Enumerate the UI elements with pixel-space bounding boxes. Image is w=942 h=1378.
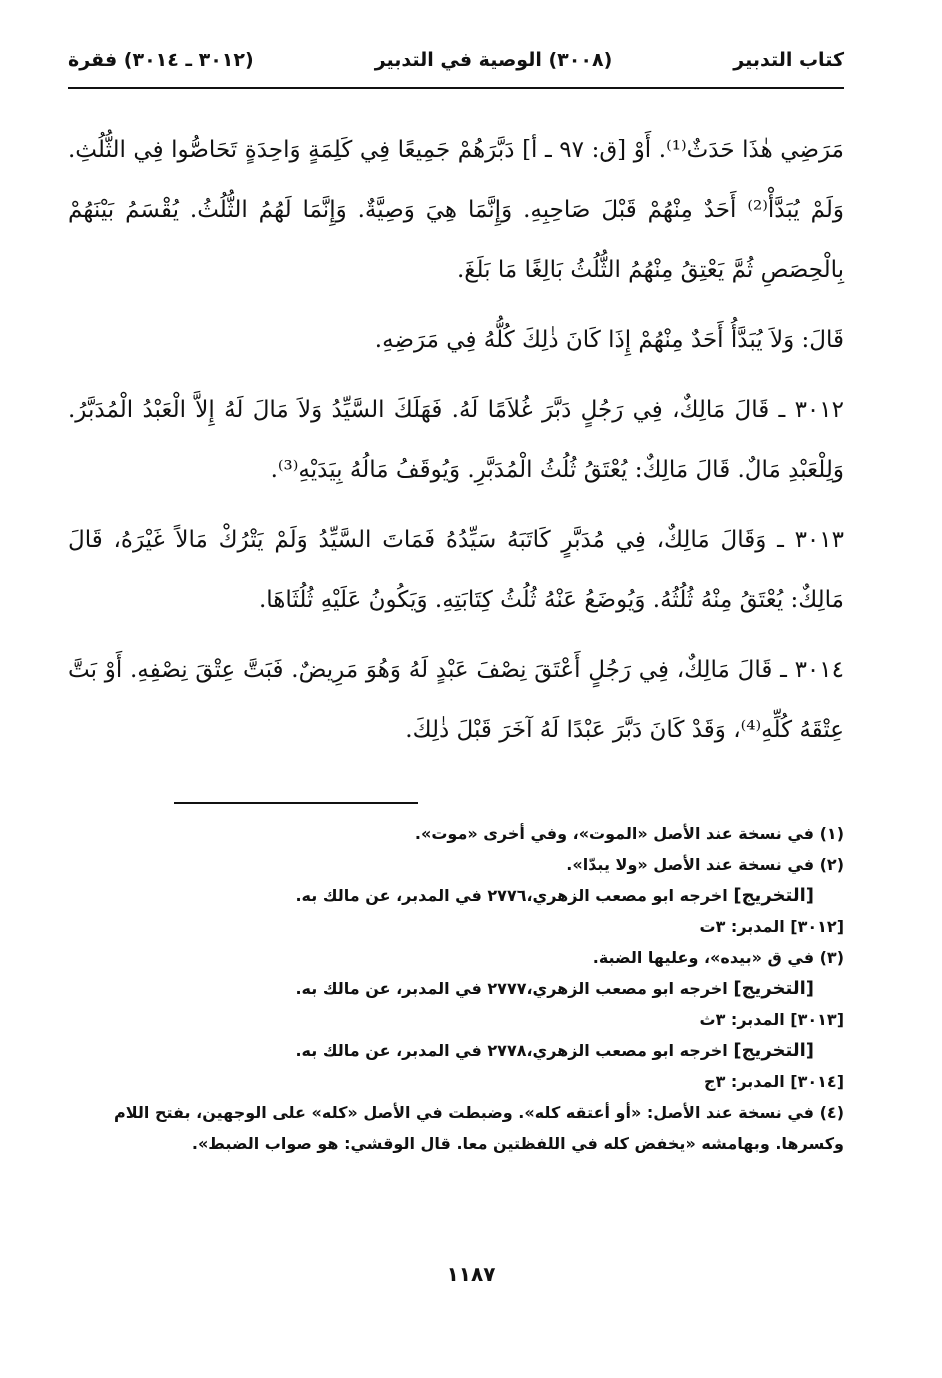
paragraph: قَالَ: وَلاَ يُبَدَّأُ أَحَدٌ مِنْهُمْ إِذَا كَانَ ذٰلِكَ كُلُّهُ فِي مَرَضِهِ.	[374, 327, 844, 353]
footnote-text: (٤) في نسخة عند الأصل: «أو أعتقه كله». وضبطت في الأصل «كله» على الوجهين، بفتح اللام وكسرها. وبهامشه «يخفض كله في اللفظتين معا. قال الوقشي: هو صواب الضبط».	[114, 1103, 844, 1153]
footnote-text: اخرجه ابو مصعب الزهري،٢٧٧٦ في المدبر، عن مالك به.	[295, 886, 734, 905]
footnote-text: اخرجه ابو مصعب الزهري،٢٧٧٨ في المدبر، عن مالك به.	[295, 1041, 734, 1060]
paragraph: ٣٠١٣ ـ وَقَالَ مَالِكٌ، فِي مُدَبَّرٍ كَاتَبَهُ سَيِّدُهُ فَمَاتَ السَّيِّدُ وَلَمْ يَتْرُكْ مَالاً غَيْرَهُ، قَالَ مَالِكٌ: يُعْتَقُ مِنْهُ ثُلُثُهُ. وَيُوضَعُ عَنْهُ ثُلُثُ كِتَابَتِهِ. وَيَكُونُ عَلَيْهِ ثُلُثَاهَا.	[68, 527, 844, 613]
takhrij-tag: [التخريج]	[733, 1040, 814, 1061]
footnote-text: (١) في نسخة عند الأصل «الموت»، وفي أخرى «موت».	[414, 824, 844, 843]
footnote-text: (٢) في نسخة عند الأصل «ولا يبدّا».	[566, 855, 844, 874]
running-header	[68, 38, 844, 82]
footnote-text: [٣٠١٤] المدبر: ٣ج	[704, 1072, 844, 1091]
page-number: ١١٨٧	[446, 1262, 496, 1286]
footnote-line	[68, 1004, 844, 1035]
footnote-text: اخرجه ابو مصعب الزهري،٢٧٧٧ في المدبر، عن مالك به.	[295, 979, 734, 998]
footnote-line	[68, 1097, 844, 1159]
header-book-title: كتاب التدبير	[733, 49, 844, 71]
takhrij-tag: [التخريج]	[733, 885, 814, 906]
paragraph: ٣٠١٢ ـ قَالَ مَالِكٌ، فِي رَجُلٍ دَبَّرَ غُلاَمًا لَهُ. فَهَلَكَ السَّيِّدُ وَلاَ مَالَ لَهُ إِلاَّ الْعَبْدُ الْمُدَبَّرُ. وَلِلْعَبْدِ مَالٌ. قَالَ مَالِكٌ: يُعْتَقُ ثُلُثُ الْمُدَبَّرِ. وَيُوقَفُ مَالُهُ بِيَدَيْهِ⁽³⁾.	[68, 397, 844, 483]
footnote-line	[68, 1035, 844, 1066]
footnote-text: [٣٠١٣] المدبر: ٣ث	[699, 1010, 844, 1029]
footnote-line	[68, 849, 844, 880]
takhrij-tag: [التخريج]	[733, 978, 814, 999]
footnote-text: (٣) في ق «بيده»، وعليها الضبة.	[592, 948, 844, 967]
footnote-line	[68, 973, 844, 1004]
header-paragraph-range: (٣٠١٢ ـ ٣٠١٤) فقرة	[68, 49, 254, 71]
footnote-line	[68, 880, 844, 911]
header-chapter-title: (٣٠٠٨) الوصية في التدبير	[374, 49, 613, 71]
footnote-line	[68, 818, 844, 849]
paragraph: مَرَضِي هٰذَا حَدَثٌ⁽¹⁾. أَوْ [ق: ٩٧ ـ أ] دَبَّرَهُمْ جَمِيعًا فِي كَلِمَةٍ وَاحِدَةٍ تَحَاصُّوا فِي الثُّلُثِ. وَلَمْ يُبَدَّأْ⁽²⁾ أَحَدٌ مِنْهُمْ قَبْلَ صَاحِبِهِ. وَإِنَّمَا هِيَ وَصِيَّةٌ. وَإِنَّمَا لَهُمُ الثُّلُثُ. يُقْسَمُ بَيْنَهُمْ بِالْحِصَصِ ثُمَّ يَعْتِقُ مِنْهُمُ الثُّلُثُ بَالِغًا مَا بَلَغَ.	[68, 137, 844, 283]
header-divider	[68, 87, 844, 89]
footnotes	[68, 818, 844, 1159]
main-text	[68, 120, 844, 770]
footnote-text: [٣٠١٢] المدبر: ٣ت	[699, 917, 844, 936]
footnote-line	[68, 1066, 844, 1097]
footnote-line	[68, 942, 844, 973]
paragraph: ٣٠١٤ ـ قَالَ مَالِكٌ، فِي رَجُلٍ أَعْتَقَ نِصْفَ عَبْدٍ لَهُ وَهُوَ مَرِيضٌ. فَبَتَّ عِتْقَ نِصْفِهِ. أَوْ بَتَّ عِتْقَهُ كُلِّهِ⁽⁴⁾، وَقَدْ كَانَ دَبَّرَ عَبْدًا لَهُ آخَرَ قَبْلَ ذٰلِكَ.	[68, 657, 844, 743]
footnote-divider	[174, 802, 418, 804]
footnote-line	[68, 911, 844, 942]
